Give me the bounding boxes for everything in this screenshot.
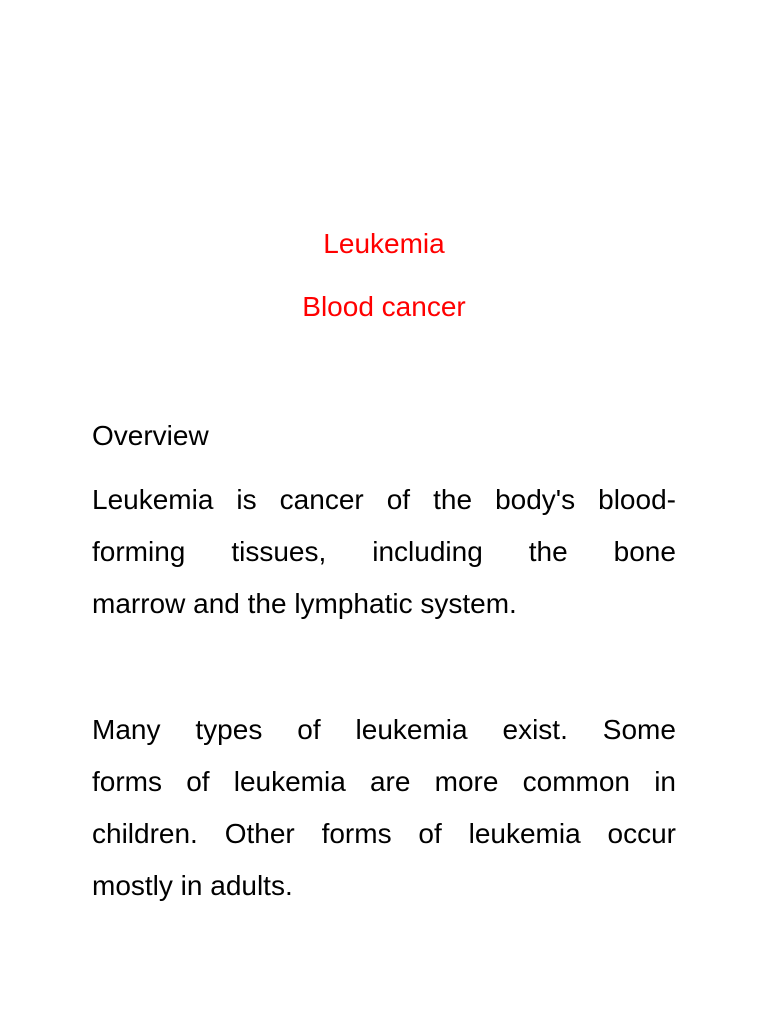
paragraph-line	[92, 578, 676, 630]
word: Many	[92, 714, 161, 745]
word: exist.	[502, 714, 568, 745]
word: of	[386, 484, 411, 515]
word: forming	[92, 536, 186, 567]
word: forms	[92, 766, 162, 797]
word: marrow and the lymphatic system.	[92, 588, 517, 619]
word: more	[434, 766, 499, 797]
word: body's	[495, 484, 576, 515]
word: children.	[92, 818, 198, 849]
word: the	[433, 484, 473, 515]
paragraph	[92, 704, 676, 912]
section-heading: Overview	[92, 420, 209, 451]
document-title: Leukemia	[323, 228, 445, 259]
word: in	[654, 766, 676, 797]
word: are	[369, 766, 411, 797]
word: bone	[613, 536, 676, 567]
word: is	[236, 484, 257, 515]
paragraph-line	[92, 860, 676, 912]
paragraph-line	[92, 526, 676, 578]
word: leukemia	[355, 714, 468, 745]
word: including	[372, 536, 483, 567]
paragraph-line	[92, 474, 676, 526]
word: Other	[224, 818, 295, 849]
word: forms	[321, 818, 392, 849]
paragraph-line	[92, 704, 676, 756]
word: types	[195, 714, 263, 745]
word: of	[297, 714, 321, 745]
word: mostly in adults.	[92, 870, 293, 901]
word: the	[528, 536, 568, 567]
word: of	[418, 818, 442, 849]
word: leukemia	[233, 766, 346, 797]
word: common	[522, 766, 630, 797]
document-subtitle: Blood cancer	[302, 291, 466, 322]
paragraph-line	[92, 756, 676, 808]
word: leukemia	[468, 818, 581, 849]
paragraph	[92, 474, 676, 630]
word: occur	[607, 818, 676, 849]
word: Some	[602, 714, 676, 745]
word: cancer	[279, 484, 364, 515]
word: blood-	[598, 484, 676, 515]
word: tissues,	[231, 536, 327, 567]
word: of	[186, 766, 210, 797]
paragraph-line	[92, 808, 676, 860]
word: Leukemia	[92, 484, 214, 515]
